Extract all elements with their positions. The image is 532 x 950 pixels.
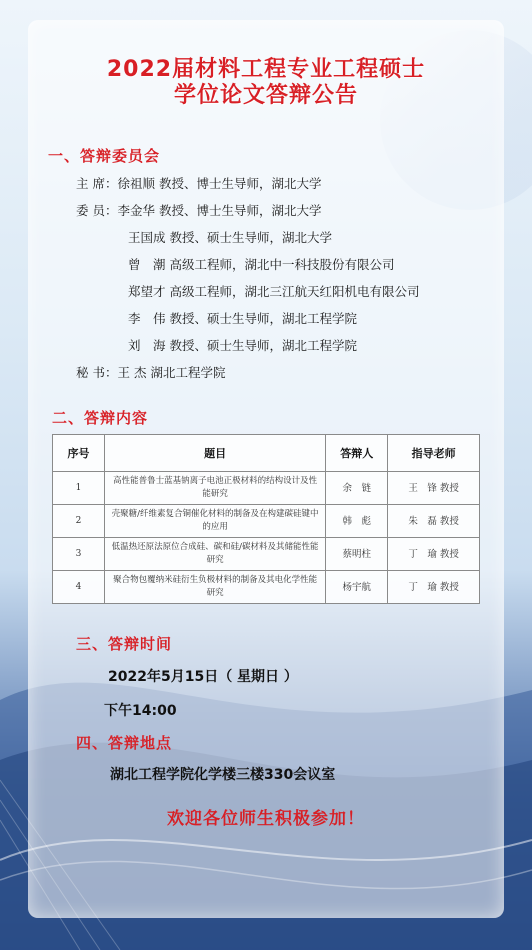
chair-desc: 教授、博士生导师，湖北大学: [158, 176, 322, 191]
notice-title-line1: 2022届材料工程专业工程硕士: [106, 57, 426, 82]
notice-title-line2: 学位论文答辩公告: [173, 83, 358, 108]
member-desc: 教授、博士生导师，湖北大学: [158, 203, 322, 218]
row-no: 2: [53, 505, 105, 538]
table-row: [53, 571, 480, 604]
committee-heading: 一、答辩委员会: [48, 147, 161, 165]
row-no: 3: [53, 538, 105, 571]
member-line-6: [128, 336, 357, 354]
member-line-2: [128, 228, 332, 246]
member-desc: 教授、硕士生导师，湖北大学: [169, 230, 333, 245]
member-name: 王国成: [128, 230, 166, 245]
row-student: 杨宇航: [326, 571, 388, 604]
table-row: [53, 505, 480, 538]
defense-clock: 下午14:00: [104, 703, 177, 719]
secretary-desc: 湖北工程学院: [150, 365, 226, 380]
member-line-5: [128, 309, 357, 327]
table-header-row: [53, 435, 480, 472]
member-desc: 教授、硕士生导师，湖北工程学院: [169, 338, 358, 353]
defense-date: 2022年5月15日（ 星期日 ）: [108, 669, 298, 685]
place-heading: 四、答辩地点: [76, 734, 173, 752]
time-heading: 三、答辩时间: [76, 635, 173, 653]
header-topic: 题目: [104, 435, 325, 472]
closing-message: 欢迎各位师生积极参加！: [167, 809, 365, 829]
row-student: 余 链: [326, 472, 388, 505]
header-student: 答辩人: [326, 435, 388, 472]
row-topic: 壳聚糖/纤维素复合铜催化材料的制备及在构建碳硅键中的应用: [104, 505, 325, 538]
table-row: [53, 472, 480, 505]
row-student: 蔡明柱: [326, 538, 388, 571]
member-line-1: [76, 201, 322, 219]
member-name: 郑望才: [128, 284, 166, 299]
member-desc: 教授、硕士生导师，湖北工程学院: [169, 311, 358, 326]
member-name: 曾 潮: [128, 257, 166, 272]
row-student: 韩 彪: [326, 505, 388, 538]
chair-label: 主 席：: [76, 176, 118, 191]
row-topic: 聚合物包覆纳米硅衍生负极材料的制备及其电化学性能研究: [104, 571, 325, 604]
member-line-4: [128, 282, 420, 300]
row-no: 4: [53, 571, 105, 604]
member-name: 李 伟: [128, 311, 166, 326]
secretary-line: [76, 363, 225, 381]
row-topic: 高性能普鲁士蓝基钠离子电池正极材料的结构设计及性能研究: [104, 472, 325, 505]
row-advisor: 王 锋 教授: [388, 472, 480, 505]
defense-table: [52, 434, 480, 604]
row-no: 1: [53, 472, 105, 505]
member-desc: 高级工程师，湖北三江航天红阳机电有限公司: [169, 284, 420, 299]
row-topic: 低温热还原法原位合成硅、碳和硅/碳材料及其储能性能研究: [104, 538, 325, 571]
member-line-3: [128, 255, 395, 273]
header-no: 序号: [53, 435, 105, 472]
header-advisor: 指导老师: [388, 435, 480, 472]
content-heading: 二、答辩内容: [52, 409, 149, 427]
chair-name: 徐祖顺: [117, 176, 155, 191]
secretary-name: 王 杰: [117, 365, 147, 380]
row-advisor: 朱 磊 教授: [388, 505, 480, 538]
member-name: 刘 海: [128, 338, 166, 353]
members-label: 委 员：: [76, 203, 118, 218]
chair-line: [76, 174, 322, 192]
table-row: [53, 538, 480, 571]
member-desc: 高级工程师，湖北中一科技股份有限公司: [169, 257, 395, 272]
secretary-label: 秘 书：: [76, 365, 118, 380]
defense-location: 湖北工程学院化学楼三楼330会议室: [110, 767, 336, 783]
row-advisor: 丁 瑜 教授: [388, 571, 480, 604]
member-name: 李金华: [117, 203, 155, 218]
row-advisor: 丁 瑜 教授: [388, 538, 480, 571]
